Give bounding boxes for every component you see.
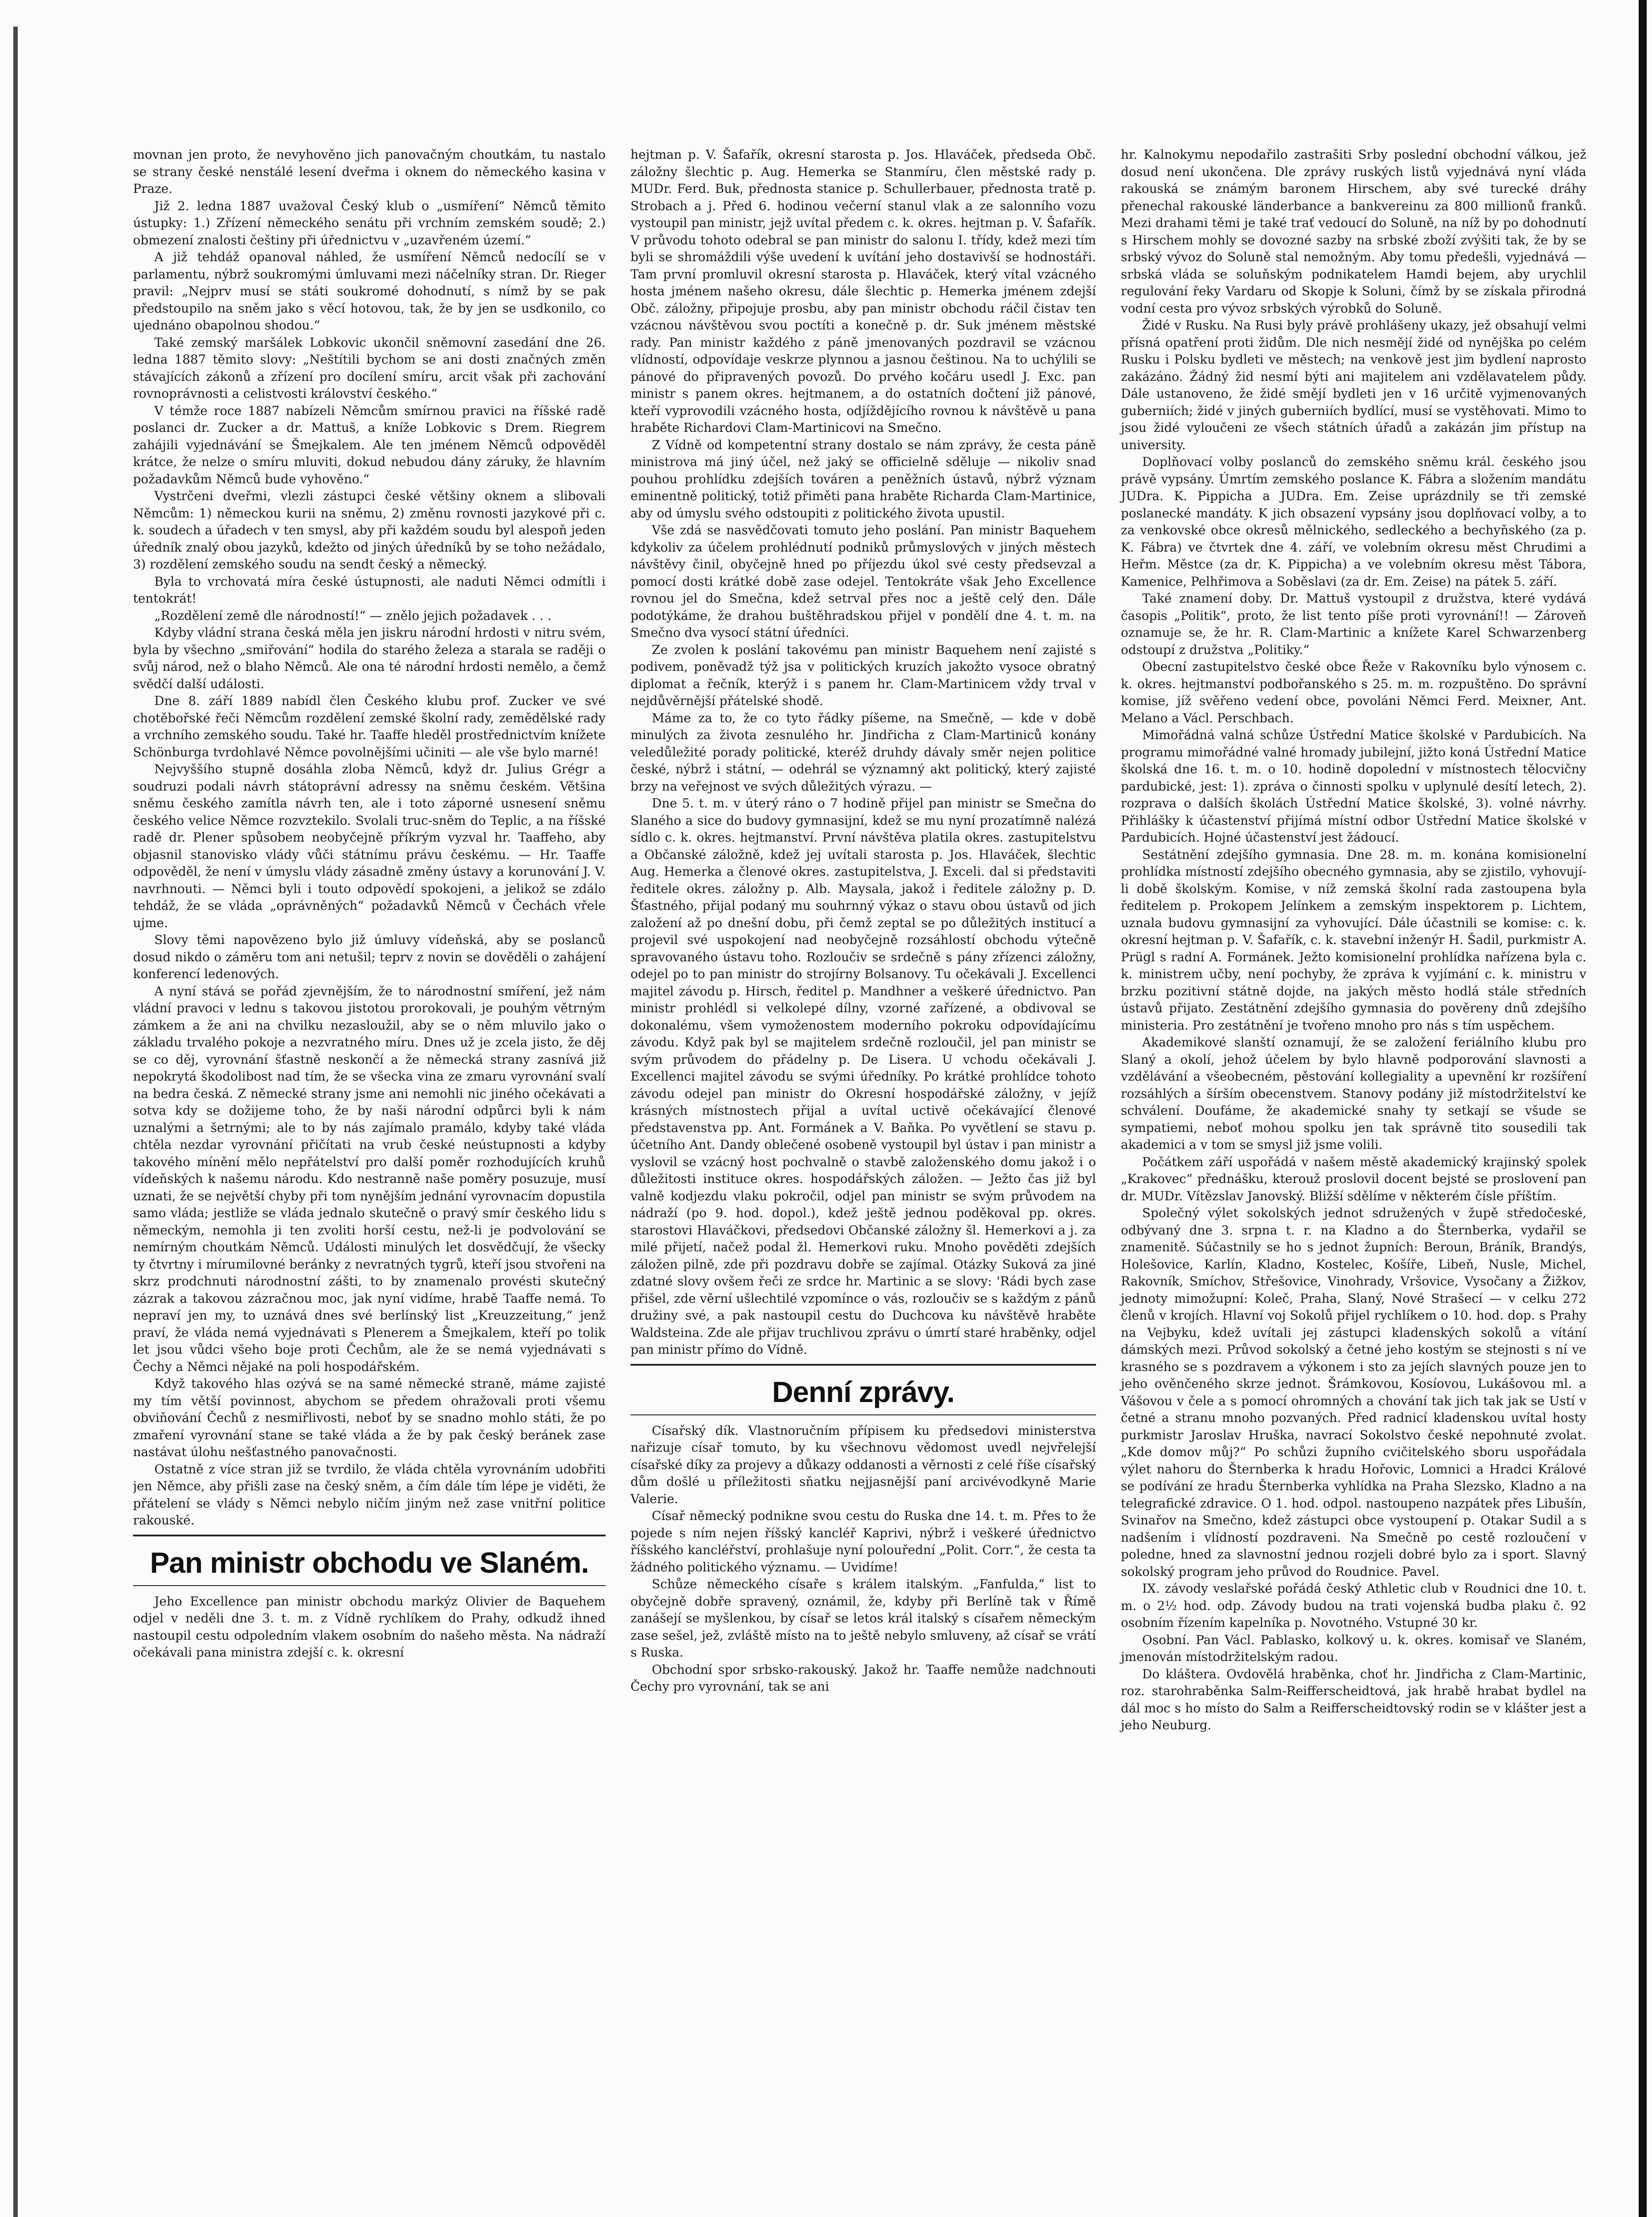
- article-paragraph: Vše zdá se nasvědčovati tomuto jeho poslání. Pan ministr Baquehem kdykoliv za účelem prohlédnutí podniků průmyslových v jiných městech návštěvy činil, obyčejně hned po příjezdu úkol své cesty předsevzal a pomocí dosti krátké době zase odejel. Tentokráte však Jeho Excellence rovnou jel do Smečna, kdež setrval přes noc a ještě celý den. Dále podotýkáme, že drahou buštěhradskou přijel v pondělí dne 4. t. m. na Smečno dva vysocí státní úředníci.: [630, 523, 1096, 640]
- news-item: Schůze německého císaře s králem italským. „Fanfulda,“ list to obyčejně dobře spravený, oznámil, že, kdyby při Berlíně tak v Římě zanášejí se myšlenkou, by císař se letos král italský s císařem německým zase sešel, jež, zvláště místo na to ještě nebylo smluveny, až císař se vrátí s Ruska.: [630, 1577, 1096, 1660]
- article-paragraph: Nejvyššího stupně dosáhla zloba Němců, když dr. Julius Grégr a soudruzi podali návrh státoprávní adressy na sněmu českém. Většina sněmu českého zamítla návrh ten, ale i toto záporné usnesení sněmu českého velice Němce rozvztekilo. Svolali truc-sněm do Teplic, a na říšské radě dr. Plener spůsobem neobyčejně příkrým vyzval hr. Taaffeho, aby objasnil stanovisko vlády vůči státnímu právu českému. — Hr. Taaffe odpověděl, že není v úmyslu vlády zásadně změny ústavy a korunování J. V. navrhnouti. — Němci byli i touto odpovědí spokojeni, a jelikož se zdálo tehdáž, že se vláda „oprávněných“ požadavků Němců v Čechách vřele ujme.: [133, 762, 606, 930]
- article-paragraph: V témže roce 1887 nabízeli Němcům smírnou pravici na říšské radě poslanci dr. Zucker a dr. Mattuš, a kníže Lobkovic s Drem. Riegrem zahájili vyjednávání se Šmejkalem. Ale ten jménem Němců odpověděl krátce, že nelze o smíru mluviti, dokud nebudou dány záruky, že hlavním požadavkům Němců bude vyhověno.“: [133, 403, 606, 486]
- article-paragraph: „Rozdělení země dle národností!“ — znělo jejich požadavek . . .: [154, 608, 552, 623]
- article-paragraph: Dne 8. září 1889 nabídl člen Českého klubu prof. Zucker ve své chotěbořské řeči Němcům rozdělení zemské školní rady, zemědělské rady a vrchního zemského soudu. Také hr. Taaffe hleděl prostřednictvím knížete Schönburga tvrdohlavé Němce povolnějšími učiniti — ale vše bylo marné!: [133, 693, 606, 760]
- section-heading: Denní zprávy.: [772, 1375, 955, 1408]
- news-item: Akademikové slanští oznamují, že se založení feriálního klubu pro Slaný a okolí, jehož účelem by bylo hlavně podporování slavnosti a vzdělávání a všeobecném, pěstování kollegiality a upevnění kr rozšíření rozsáhlých a šírším obecenstvem. Stanovy podány již místodržitelství ke schválení. Doufáme, že akademické snahy ty setkají se všude se sympatiemi, neboť mohou spolku jen tak správně tito sousedili tak akademici a v tom se smysl již jsme volili.: [1121, 1035, 1586, 1152]
- article-paragraph: Máme za to, že co tyto řádky píšeme, na Smečně, — kde v době minulých za života zesnulého hr. Jindřicha z Clam-Martiniců konány veledůležité porady politické, kteréž druhdy dávaly směr nejen politice české, nýbrž i státní, — odehrál se významný akt politický, který zajisté brzy na veřejnost ve svých důležitých výrazu. —: [630, 710, 1096, 794]
- section-rule: [133, 1535, 606, 1536]
- column-left: [133, 146, 606, 2217]
- news-item: Osobní. Pan Václ. Pablasko, kolkový u. k. okres. komisař ve Slaném, jmenován místodržitelským radou.: [1121, 1632, 1586, 1664]
- section-rule: [630, 1364, 1096, 1366]
- news-item: Mimořádná valná schůze Ústřední Matice školské v Pardubicích. Na programu mimořádné valné hromady jubilejní, jižto koná Ústřední Matice školská dne 16. t. m. o 10. hodině dopolední v místnostech tělocvičny pardubické, jest: 1). zpráva o činnosti spolku v uplynulé desítí letech, 2). rozprava o dalších školách Ústřední Matice školské, 3). volné návrhy. Přihlášky k účastenství přijímá místní odbor Ústřední Matice školské v Pardubicích. Hojné účastenství jest žádoucí.: [1121, 728, 1586, 845]
- news-item: Také znamení doby. Dr. Mattuš vystoupil z družstva, které vydává časopis „Politik“, proto, že list tento píše proti vyrovnání!! — Zároveň oznamuje se, že hr. R. Clam-Martinic a knížete Karel Schwarzenberg odstoupí z družstva „Politiky.“: [1121, 591, 1586, 657]
- news-item: Do kláštera. Ovdovělá hraběnka, choť hr. Jindřicha z Clam-Martinic, roz. starohraběnka Salm-Reifferscheidtová, jak hrabě hrabat bydlel na dál moc s ho místo do Salm a Reifferscheidtovský rodin se v klášter jest a jeho Neuburg.: [1121, 1666, 1586, 1732]
- news-item: Obecní zastupitelstvo české obce Řeže v Rakovníku bylo výnosem c. k. okres. hejtmanství podbořanského s 25. m. m. rozpuštěno. Do správní komise, jíž svěřeno vedení obce, povoláni Němci Ferd. Meixner, Ant. Melano a Václ. Perschbach.: [1121, 659, 1586, 725]
- article-paragraph: Jeho Excellence pan ministr obchodu markýz Olivier de Baquehem odjel v neděli dne 3. t. m. z Vídně rychlíkem do Prahy, odkudž ihned nastoupil cestu odpoledním vlakem osobním do našeho města. Na nádraží očekávali pana ministra zdejší c. k. okresní: [133, 1594, 606, 1660]
- news-item: Židé v Rusku. Na Rusi byly právě prohlášeny ukazy, jež obsahují velmi přísná opatření proti židům. Dle nich nesmějí židé od nynějška po celém Rusku i Polsku bydleti ve městech; na venkově jest jim bydlení naprosto zakázáno. Žádný žid nesmí býti ani majitelem ani vzdělavatelem půdy. Dále ustanoveno, že židé smějí bydleti jen v 16 určitě vyjmenovaných guberniích; židé v jiných guberniích bydlící, musí se vystěhovati. Mimo to jsou židé vyloučeni ze všech státních úřadů a zakázán jim přístup na university.: [1121, 318, 1586, 452]
- news-item: IX. závody veslařské pořádá český Athletic club v Roudnici dne 10. t. m. o 2½ hod. odp. Závody budou na trati vojenská budba plaku č. 92 osobním řízením kapelníka p. Novotného. Vstupné 30 kr.: [1121, 1581, 1586, 1630]
- article-heading: Pan ministr obchodu ve Slaném.: [150, 1546, 589, 1579]
- article-paragraph: Když takového hlas ozývá se na samé německé straně, máme zajisté my tím větší povinnost, abychom se předem ohražovali proti všemu obviňování Čechů z nesmiřlivosti, neboť by se snadno mohlo státi, že po zmaření vyrovnání stane se také vláda a že by pak český beránek zase nastávat úlohu nešťastného panovačnosti.: [133, 1376, 606, 1459]
- column-right: [1114, 146, 1586, 2217]
- news-item: Sestátnění zdejšího gymnasia. Dne 28. m. m. konána komisionelní prohlídka místností zdejšího obecného gymnasia, aby se zjistilo, vyhovují-li době školským. Komise, v níž zemská školní rada zastoupena byla ředitelem p. Prokopem Jelínkem a zemským inspektorem p. Lichtem, uznala budovu gymnasijní za vyhovující. Dále účastnili se komise: c. k. okresní hejtman p. V. Šafařík, c. k. stavební inženýr H. Šadil, purkmistr A. Prügl s radní A. Formánek. Ježto komisionelní prohlídka nařízena byla c. k. ministrem učby, není pochyby, že zpráva k vyjímání c. k. ministru v brzku pozitivní státně dojde, na jakých město hodlá stále středních ústavů přijato. Zestátnění zdejšího gymnasia do pověreny dnů zdejšího ministeria. Pro zestátnění je tvořeno mnoho pro nás s tím uspěchem.: [1121, 847, 1586, 1033]
- article-paragraph: movnan jen proto, že nevyhověno jich panovačným choutkám, tu nastalo se strany české nenstálé lesení dveřma i oknem do německého kasina v Praze.: [133, 147, 606, 196]
- article-paragraph: Ostatně z více stran již se tvrdilo, že vláda chtěla vyrovnáním udobřiti jen Němce, aby přišli zase na český sněm, a čím dále tím lépe je viděti, že přátelení se vlády s Němci nebylo ničím jiným než zase vnitřní politice rakouské.: [133, 1461, 606, 1528]
- article-paragraph: hejtman p. V. Šafařík, okresní starosta p. Jos. Hlaváček, předseda Obč. záložny šlechtic p. Aug. Hemerka se Stanmíru, člen městské rady p. MUDr. Ferd. Buk, přednosta stanice p. Schullerbauer, přednosta tratě p. Strobach a j. Před 6. hodinou večerní stanul vlak a ze salonního vozu vystoupil pan ministr, jejž uvítal předem c. k. okres. hejtman p. V. Šafařík. V průvodu tohoto odebral se pan ministr do salonu I. třídy, kdež mezi tím byli se shromáždili výše uvedení k uvítání jeho dostavivší se hodnostáři. Tam první promluvil okresní starosta p. Hlaváček, který vítal vzácného hosta jménem našeho okresu, dále šlechtic p. Hemerka jménem zdejší Obč. záložny, připojuje prosbu, aby pan ministr obchodu ráčil čistav ten vzácnou návštěvou svou poctíti a konečně p. dr. Suk jménem městské rady. Pan ministr každého z páně jmenovaných pozdravil se vzácnou vlídností, odpovídaje veskrze plynnou a jasnou češtinou. Na to uchýlili se pánové do připravených povozů. Do prvého kočáru usedl J. Exc. pan ministr s panem okres. hejtmanem, a do ostatních dočtení již pánové, kteří vyprovodili vzácného hosta, odjíždějícího rovnou k návštěvě u pana hraběte Richardovi Clam-Martinicovi na Smečno.: [630, 147, 1096, 435]
- news-item: Císařský dík. Vlastnoručním přípisem ku předsedovi ministerstva nařizuje císař tomuto, by ku všechnovu vědomost uvedl nejvřelejší císařské díky za projevy a důkazy oddanosti a věrnosti z celé říše císařský dům došlé u příležitosti sňatku nejjasnější paní arcivévodkyně Marie Valerie.: [630, 1423, 1096, 1506]
- article-paragraph: Byla to vrchovatá míra české ústupnosti, ale naduti Němci odmítli i tentokrát!: [133, 574, 606, 606]
- article-paragraph: Z Vídně od kompetentní strany dostalo se nám zprávy, že cesta páně ministrova má jiný účel, než jaký se officielně sděluje — nikoliv snad pouhou prohlídku zdejších továren a peněžních ústavů, nýbrž význam eminentně politický, totiž přiměti pana hraběte Richarda Clam-Martinice, aby od úmyslu svého odstoupiti z politického života upustil.: [630, 437, 1096, 521]
- page-columns: [133, 146, 1587, 2217]
- news-item: hr. Kalnokymu nepodařilo zastrašiti Srby poslední obchodní válkou, jež dosud není ukončena. Dle zprávy ruských listů vyjednává nyní vláda rakouská se známým baronem Hirschem, aby své turecké dráhy přenechal rakouské länderbance a bankvereinu za 800 millionů franků. Mezi drahami těmi je také trať vedoucí do Soluně, na níž by po dohodnutí s Hirschem mohly se dovozné sazby na srbské zboží zvýšiti tak, že by se srbský vývoz do Soluně stal nemožným. Aby tomu předešli, vyjednává — srbská vláda se soluňským podnikatelem Hamdi bejem, aby urychlil regulování řeky Vardaru od Skopje k Soluni, čímž by se získala přirodná vodní cesta pro vývoz srbských výrobků do Soluně.: [1121, 147, 1586, 316]
- article-paragraph: Vystrčeni dveřmi, vlezli zástupci české většiny oknem a slibovali Němcům: 1) německou kurii na sněmu, 2) změnu rovnosti jazykové při c. k. soudech a úřadech v ten smysl, aby při každém soudu byl alespoň jeden úředník znalý obou jazyků, kdežto od jiných úředníků by se toho nežádalo, 3) rozdělení zemského soudu na sendt český a německý.: [133, 489, 606, 572]
- section-rule: [133, 1585, 606, 1586]
- article-paragraph: Dne 5. t. m. v úterý ráno o 7 hodině přijel pan ministr se Smečna do Slaného a sice do budovy gymnasijní, kdež se mu nyní prozatímně nalézá sídlo c. k. okres. hejtmanství. První návštěva platila okres. zastupitelstvu a Občanské záložně, kdež jej uvítali starosta p. Jos. Hlaváček, šlechtic Aug. Hemerka a členové okres. zastupitelstva, J. Exceli. dal si představiti ředitele okres. záložny p. Alb. Maysala, jakož i ředitele záložny p. D. Šťastného, přijal podaný mu souhrnný výkaz o stavu obou ústavů od jich založení až po dnešní dobu, při čemž zeptal se po důležitých institucí a projevil své uspokojení nad neobyčejně rozsáhlostí obchodu výtečně spravovaného ústavu toho. Rozloučiv se srdečně s pány zřízenci záložny, odejel po to pan ministr do strojírny Bolsanovy. Tu očekávali J. Excellenci majitel závodu p. Hirsch, ředitel p. Mandhner a veškeré úřednictvo. Pan ministr prohlédl si velkolepé dílny, vzorné zařízené, a obdivoval se dokonalému, všem vymoženostem moderního pokroku odpovídajícímu závodu. Když pak byl se majitelem srdečně rozloučil, jel pan ministr se svým průvodem do přádelny p. De Lisera. U vchodu očekávali J. Excellenci majitel závodu se svými úředníky. Po krátké prohlídce tohoto závodu odejel pan ministr do Okresní hospodářské záložny, v jejíž krásných místnostech přijal a uvítal uctivě očekávající členové představenstva pp. Ant. Formánek a V. Baňka. Po vyvětlení se stavu p. účetního Ant. Dandy oblečené osobeně vystoupil byl ústav i pan ministr a vyslovil se vzácný host pochvalně o stavbě založenského domu jakož i o důležitosti instituce okres. hospodářských záložen. — Ježto čas již byl valně kodjezdu vlaku pokročil, odjel pan ministr se svým průvodem na nádraží (po 9. hod. dopol.), kdež ještě jednou poděkoval pp. okres. starostovi Hlaváčkovi, předsedovi Občanské záložny šl. Hemerkovi a j. za milé přijetí, načež podal žl. Hemerkovi ruku. Mnoho pověděti zdejších záložen pilně, zde při pozdravu dobře se zajímal. Otázky Suková za jiné zdatné slovy ovšem řeči ze srdce hr. Martinic a se slovy: 'Rádi bych zase přišel, zde věrní ušlechtilé vzpomínce o vás, rozloučiv se s každým z pánů družiny své, a pak nastoupil cestu do Duchcova ku návštěvě hraběte Waldsteina. Zde ale přijav truchlivou zprávu o úmrtí staré hraběnky, odjel pan ministr přímo do Vídně.: [630, 796, 1096, 1357]
- news-item: Společný výlet sokolských jednot sdružených v župě středočeské, odbývaný dne 3. srpna t. r. na Kladno a do Šternberka, vydařil se znamenitě. Súčastnily se ho s jednot župních: Beroun, Bráník, Brandýs, Holešovice, Karlín, Kladno, Kostelec, Košíře, Libeň, Nusle, Michel, Rakovník, Smíchov, Střešovice, Vinohrady, Vršovice, Vysočany a Žižkov, jednoty mimožupní: Koleč, Praha, Slaný, Nové Strašecí — v celku 272 členů v krojích. Hlavní voj Sokolů přijel rychlíkem o 10. hod. dop. s Prahy na Vejbyku, kdež uvítali jej zástupci kladenských sokolů a vítání dámských mezi. Průvod sokolský a četné jeho kostým se stejnosti s ní ve krasného se s pozdravem a výkonem i sto za jejích slavných pouze jen to jeho ověnčeného skrze jednot. Šrámkovou, Kosíovou, Lukášovou ml. a Vášovou v čele a s pomocí ohromných a chování tak jich tak jak se Ustí v četné a stranu mnoho pozvaných. Před radnicí kladenskou uvítal hosty purkmistr Jaroslav Hruška, navrací Sokolstvo české nepohnuté zvolat. „Kde domov můj?“ Po schůzi župního cvičitelského sboru uspořádala výlet nahoru do Šternberka k hradu Hořovic, Lomnici a Hradci Králové se podívání ze hradu Šternberka vyhlídka na Praha Slezsko, Kladno a na telegrafické zdravice. O 1. hod. odpol. nastoupeno nazpátek přes Libušín, Svinařov na Smečno, kdež zástupci obce vystoupení p. Otakar Sudil a s nadšením i vlídností pozdraveni. Na Smečně po cestě rozloučení v poledne, hned za slavnostní jednou rozjeli dobré bylo za i sport. Slavný sokolský program jeho průvod do Roudnice. Pavel.: [1121, 1206, 1586, 1579]
- news-item: Počátkem září uspořádá v našem městě akademický krajinský spolek „Krakovec“ přednášku, kterouž proslovil docent bejsté se proslovení pan dr. MUDr. Vítězslav Janovský. Bližší sdělíme v některém čísle příštím.: [1121, 1154, 1586, 1203]
- news-item: Doplňovací volby poslanců do zemského sněmu král. českého jsou právě vypsány. Úmrtím zemského poslance K. Fábra a složením mandátu JUDra. K. Pippicha a JUDra. Em. Zeise uprázdnily se tři zemské poslanecké mandáty. K jich obsazení vypsány jsou doplňovací volby, a to za venkovské obce okresů mělnického, sedleckého a bechyňského (za p. K. Fábra) ve čtvrtek dne 4. září, ve volebním okresu měst Chrudimi a Heřm. Městce (za dr. K. Pippicha) a ve volebním okresu měst Tábora, Kamenice, Pelhřimova a Soběslavi (za dr. Em. Zeise) na pátek 5. září.: [1121, 454, 1586, 589]
- section-rule: [630, 1414, 1096, 1415]
- article-paragraph: A již tehdáž opanoval náhled, že usmíření Němců nedocílí se v parlamentu, nýbrž soukromými úmluvami mezi náčelníky stran. Dr. Rieger pravil: „Nejprv musí se státi soukromé dohodnutí, s nímž by se pak předstoupilo na sněm jako s věcí hotovou, tak, že by jen se usdkonilo, co ujednáno obapolnou shodou.“: [133, 250, 606, 333]
- column-middle: [623, 146, 1096, 2217]
- article-paragraph: Také zemský maršálek Lobkovic ukončil sněmovní zasedání dne 26. ledna 1887 těmito slovy: „Neštítili bychom se ani dosti značných změn stávajících zákonů a zřízení pro docílení smíru, arcit však při zachování rovnoprávnosti a celistvosti království českého.“: [133, 335, 606, 401]
- news-item: Císař německý podnikne svou cestu do Ruska dne 14. t. m. Přes to že pojede s ním nejen říšský kancléř Kaprivi, nýbrž i veškeré úřednictvo říšského kancléřství, prohlašuje nyní polouřední „Polit. Corr.“, že cesta ta žádného politického významu. — Uvidíme!: [630, 1508, 1096, 1575]
- article-paragraph: Slovy těmi napovězeno bylo již úmluvy vídeňská, aby se poslanců dosud nikdo o záměru tom ani netušil; teprv z novin se dověděli o zahájení konferencí ledenových.: [133, 932, 606, 981]
- scan-edge-right: [1639, 0, 1647, 2217]
- article-paragraph: Již 2. ledna 1887 uvažoval Český klub o „usmíření“ Němců těmito ústupky: 1.) Zřízení německého senátu při vrchním zemském soudě; 2.) obmezení znalosti češtiny při úřednictvu v „uzavřeném území.“: [133, 198, 606, 247]
- scan-edge-left: [13, 27, 18, 2217]
- article-paragraph: Ze zvolen k poslání takovému pan ministr Baquehem není zajisté s podivem, poněvadž týž jsa v politických kruzích jakožto vysoce obratný diplomat a řečník, kterýž i s panem hr. Clam-Martinicem vždy trval v nejdůvěrnější přátelské shodě.: [630, 642, 1096, 708]
- article-paragraph: A nyní stává se pořád zjevnějším, že to národnostní smíření, jež nám vládní pravoci v lednu s takovou jistotou prorokovali, je pouhým větrným zámkem a že ani na chvilku nezasloužil, aby se o něm mluvilo jako o základu trvalého pokoje a nezvratného míru. Dnes už je zcela jisto, že děj se co děj, vyrovnání šťastně neskončí a že německá strany zasnívá již nepokrytá škodolibost nad tím, že se všecka vina ze zmaru vyrovnání svalí na bedra česká. Z německé strany jsme ani nemohli nic jiného očekávati a sotva kdy se dožijeme toho, že by naši národní odpůrci byli k nám uznalými a šetrnými; ale to by nás zajímalo pramálo, kdyby také vláda chtěla nezdar vyrovnání přičítati na vrub české neústupnosti a kdyby takového mínění mělo nepřátelství pro další poměr rozhodujících kruhů vídeňských k našemu národu. Kdo nestranně naše poměry posuzuje, musí uznati, že se největší chyby při tom nynějším jednání vyrovnacím dopustila samo vláda; jestliže se vláda jednalo skutečně o pravý smír českého lidu s německým, nemohla ji ten zvoliti horší cestu, než-li je podvolování se nemírným choutkám Němců. Události minulých let dosvědčují, že všecky ty čtvrtny i mírumilovné beránky z nevratných tygrů, kteří jsou stvořeni na skrz prodchnuti národnostní zášti, to by znamenalo provésti skutečný zázrak a takovou zázračnou moc, jak nyní vidíme, hrabě Taaffe nemá. To nepraví jen my, to uznává dnes své berlínský list „Kreuzzeitung,“ jenž praví, že vláda nemá vyjednávati s Plenerem a Šmejkalem, kteří po tolik let jsou vůdci všeho boje proti Čechům, ale že se nemá vyjednávati s Čechy a Němci nějaké na poli hospodářském.: [133, 983, 606, 1374]
- article-paragraph: Kdyby vládní strana česká měla jen jiskru národní hrdosti v nitru svém, byla by všechno „smiřování“ hodila do starého železa a starala se raději o svůj národ, než o blaho Němců. Ale ona té národní hrdosti nemělo, a čemž svědčí další události.: [133, 625, 606, 691]
- news-item: Obchodní spor srbsko-rakouský. Jakož hr. Taaffe nemůže nadchnouti Čechy pro vyrovnání, tak se ani: [630, 1662, 1096, 1694]
